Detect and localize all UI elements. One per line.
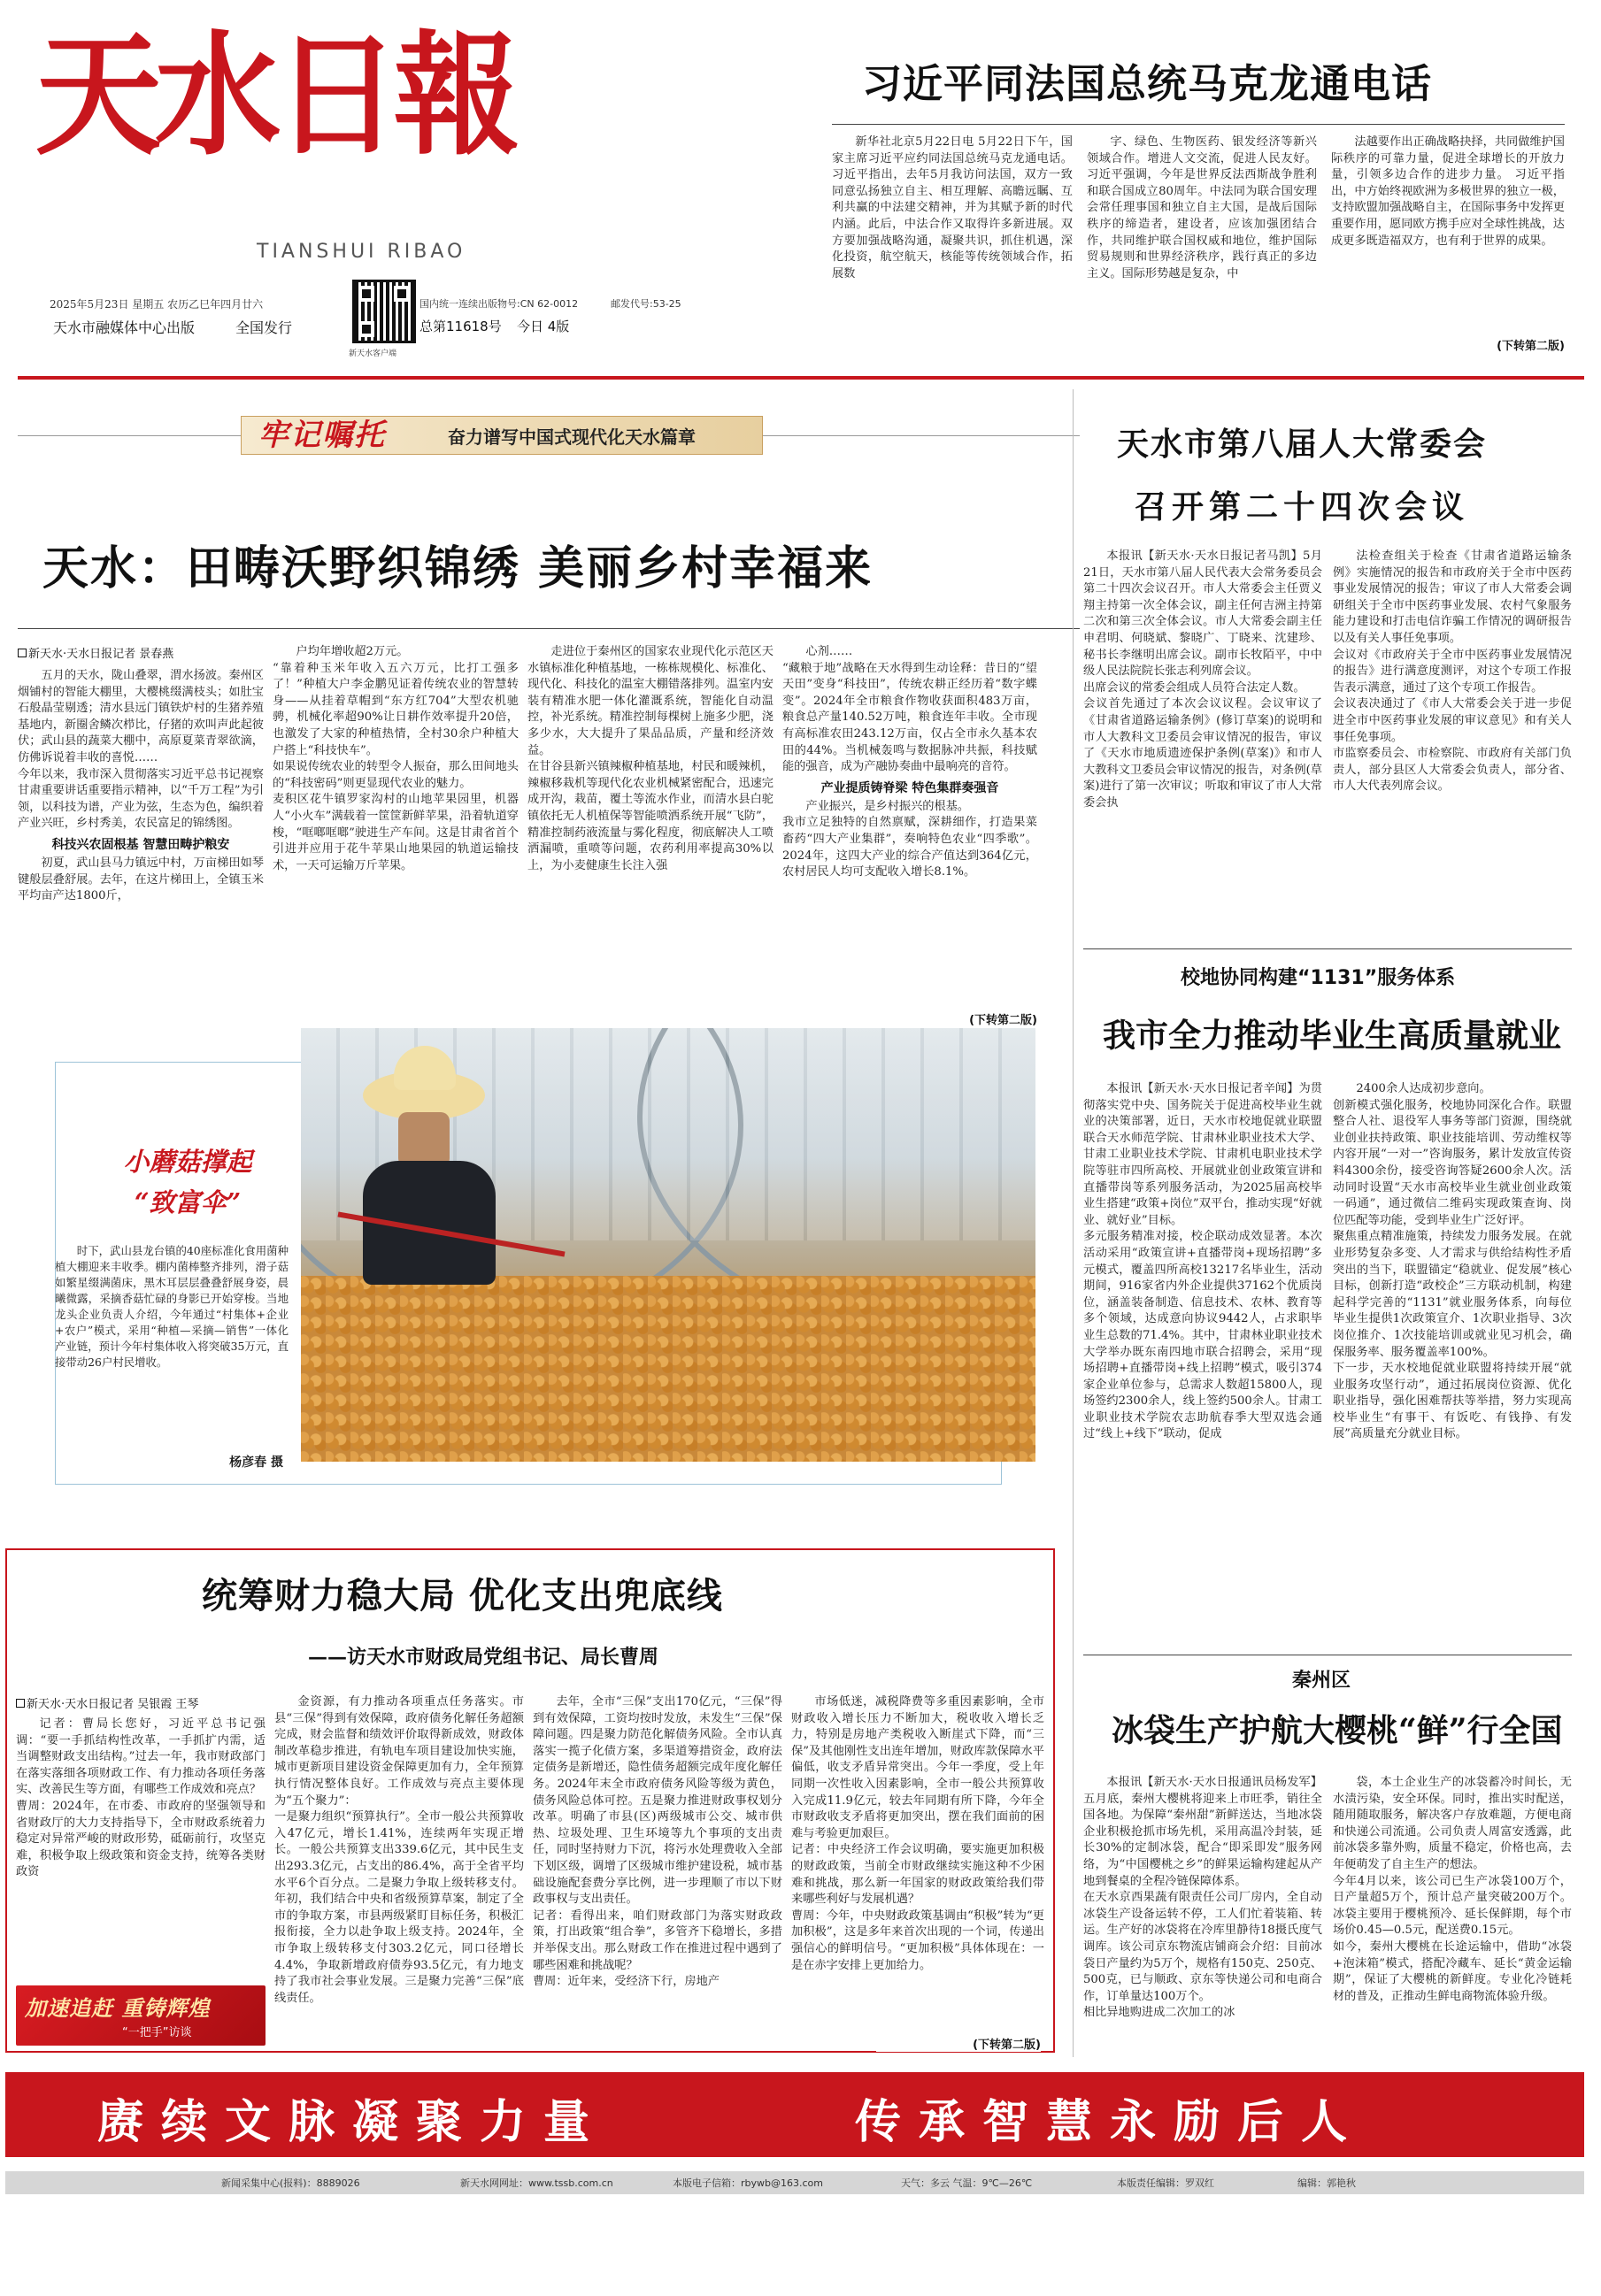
- masthead-publisher: 天水市融媒体中心出版: [53, 319, 196, 336]
- lead-col-2: 字、绿色、生物医药、银发经济等新兴领域合作。增进人文交流，促进人民友好。 习近平强调，今年是世界反法西斯战争胜利和联合国成立80周年。中法同为联合国安理会常任理事国和独立自主大国，是战后国际秩序的缔造者，建设者，应该加强团结合作，共同维护联合国权威和地位，维护国际贸易规则和世界经济秩序，践行真正的多边主义。国际形势越是复杂，中: [1087, 135, 1317, 280]
- finance-subhead: ——访天水市财政局党组书记、局长曹周: [308, 1646, 659, 1669]
- photo-story-text: 时下，武山县龙台镇的40座标准化食用菌种植大棚迎来丰收季。棚内菌棒整齐排列，滑子菇如繁星缀满菌床，黑木耳层层叠叠舒展身姿，晨曦微露，采摘香菇忙碌的身影已开始穿梭。当地龙头企业负责人介绍，今年通过“村集体+企业+农户”模式，采用“种植—采摘—销售”一体化产业链，预计今年村集体收入将突破35万元，直接带动26户村民增收。: [55, 1244, 289, 1369]
- qr-caption: 新天水客户端: [349, 349, 397, 358]
- npc-headline-1: 天水市第八届人大常委会: [1117, 426, 1488, 463]
- footer-site: 新天水网网址：www.tssb.com.cn: [460, 2177, 613, 2189]
- motto-right: 传承智慧永励后人: [855, 2096, 1366, 2149]
- feature-col-1b: 初夏，武山县马力镇远中村，万亩梯田如琴键般层叠舒展。去年，在这片梯田上，全镇玉米平均亩产达1800斤，: [18, 856, 264, 903]
- lead-continued: (下转第二版): [1497, 340, 1565, 353]
- footer-hotline: 新闻采集中心(报料)：8889026: [221, 2177, 360, 2189]
- employment-col-2: 2400余人达成初步意向。 创新模式强化服务，校地协同深化合作。联盟整合人社、退役军人事务等部门资源，围绕就业创业扶持政策、职业技能培训、劳动维权等内容开展“一对一”咨询服务，累计发放宣传资料4300余份，接受咨询答疑2600余人次。活动同时设置“天水市高校毕业生就业创业政策一码通”，通过微信二维码实现政策查询、岗位匹配等功能，受到毕业生广泛好评。 聚焦重点精准施策，持续发力服务发展。在就业形势复杂多变、人才需求与供给结构性矛盾突出的当下，联盟锚定“稳就业、促发展”核心目标，创新打造“政校企”三方联动机制，构建起科学完善的“1131”就业服务体系，向每位毕业生提供1次政策宣介、1次职业指导、3次岗位推介、1次技能培训或就业见习机会，确保服务率、服务覆盖率100%。 下一步，天水校地促就业联盟将持续开展“就业服务攻坚行动”，通过拓展岗位资源、优化职业指导，强化困难帮扶等举措，努力实现高校毕业生“有事干、有饭吃、有钱挣、有发展”高质量充分就业目标。: [1333, 1082, 1572, 1441]
- feature-col-4: 心剂…… “藏粮于地”战略在天水得到生动诠释：昔日的“望天田”变身“科技田”，传统农耕正经历着“数字蝶变”。2024年全市粮食作物收获面积483万亩，粮食总产量140.52万吨，粮食连年丰收。全市现有高标准农田243.12万亩，仅占全市永久基本农田的44%。当机械轰鸣与数据脉冲共振，科技赋能的强音，成为产融协奏曲中最响亮的音符。: [782, 645, 1037, 774]
- feature-col-2: 户均年增收超2万元。 “靠着种玉米年收入五六万元，比打工强多了！”种植大户李金鹏见证着传统农业的智慧转身——从挂着草帽到“东方红704”大型农机驰骋，机械化率超90%让日耕作效率提升20倍，也激发了大家的种植热情，全村30余户种植大户搭上“科技快车”。 如果说传统农业的转型令人振奋，那么田间地头的“科技密码”则更显现代农业的魅力。 麦积区花牛镇罗家沟村的山地苹果园里，机器人“小火车”满载着一筐筐新鲜苹果，沿着轨道穿梭，“哐啷哐啷”驶进生产车间。这是甘肃省首个引进并应用于花牛苹果山地果园的轨道运输技术，一天可运输万斤苹果。: [273, 645, 519, 872]
- photo-story-title: 小蘑菇撑起 “致富伞”: [123, 1147, 252, 1217]
- employment-headline: 我市全力推动毕业生高质量就业: [1103, 1016, 1561, 1055]
- banner-slogan: 奋力谱写中国式现代化天水篇章: [448, 426, 696, 448]
- cherry-col-1: 本报讯【新天水·天水日报通讯员杨发军】五月底，秦州大樱桃将迎来上市旺季，销往全国各地。为保障“秦州甜”新鲜送达，当地冰袋企业积极抢抓市场先机，采用高温冷封装，延长30%的定制冰袋，配合“即采即发”服务网络，为“中国樱桃之乡”的鲜果运输构建起从产地到餐桌的全程冷链保障体系。 在天水京西果蔬有限责任公司厂房内，全自动冰袋生产设备运转不停，工人们忙着装箱、转运。生产好的冰袋将在冷库里静待18摄氏度气调库。该公司京东物流店铺商会介绍：目前冰袋日产量约为5万个，规格有150克、250克、500克，已与顺政、京东等快递公司和电商合作，订单量达100万个。 相比异地购进成二次加工的冰: [1083, 1776, 1322, 2020]
- finance-promo-title: 加速追赶 重铸辉煌: [25, 1995, 211, 2021]
- masthead-postal: 邮发代号:53-25: [611, 298, 681, 310]
- masthead-pages: 今日 4版: [517, 319, 570, 334]
- qr-code-icon: [352, 280, 416, 343]
- finance-headline: 统筹财力稳大局 优化支出兜底线: [202, 1576, 723, 1616]
- finance-col-4: 市场低迷，减税降费等多重因素影响，全市财政收入增长压力不断加大，税收收入增长乏力，特别是房地产类税收入断崖式下降，而“三保”及其他刚性支出连年增加，财政库款保障水平偏低，收支矛盾异常突出。今年一季度，受上年同期一次性收入因素影响，全市一般公共预算收入完成11.9亿元，较去年同期有所下降，今年全市财政收支矛盾将更加突出，摆在我们面前的困难与考验更加艰巨。 记者：中央经济工作会议明确，要实施更加积极的财政政策，当前全市财政继续实施这种不少困难和挑战，那么新一年国家的财政政策给我们带来哪些利好与发展机遇？ 曹周：今年，中央财政政策基调由“积极”转为“更加积极”，这是多年来首次出现的一个词，传递出强信心的鲜明信号。“更加积极”具体体现在：一是在赤字安排上更加给力。: [791, 1695, 1044, 1972]
- feature-subhead-1: 科技兴农固根基 智慧田畴护粮安: [51, 837, 230, 852]
- footer-weather: 天气：多云 气温：9℃—26℃: [901, 2177, 1033, 2189]
- employment-col-1: 本报讯【新天水·天水日报记者辛闻】为贯彻落实党中央、国务院关于促进高校毕业生就业的决策部署，近日，天水市校地促就业联盟联合天水师范学院、甘肃林业职业技术大学、甘肃工业职业技术学院、甘肃机电职业技术学院等驻市四所高校、开展就业创业政策宣讲和直播带岗等系列服务活动，为2025届高校毕业生搭建“政策+岗位”双平台，推动实现“好就业、就好业”目标。 多元服务精准对接，校企联动成效显著。本次活动采用“政策宣讲+直播带岗+现场招聘”多元模式，覆盖四所高校13217名毕业生，活动期间，916家省内外企业提供37162个优质岗位，涵盖装备制造、信息技术、农林、教育等多个领域，达成意向协议9442人，占求职毕业生总数的71.4%。其中，甘肃林业职业技术大学举办既东南四地市联合招聘会，采用“现场招聘+直播带岗+线上招聘”模式，吸引374家企业单位参与，总需求人数超15800人，现场签约2300余人，线上签约500余人。甘肃工业职业技术学院农志助航春季大型双选会通过“线上+线下”联动，促成: [1083, 1082, 1322, 1441]
- lead-col-1: 新华社北京5月22日电 5月22日下午，国家主席习近平应约同法国总统马克龙通电话。 习近平指出，去年5月我访问法国，双方一致同意弘扬独立自主、相互理解、高瞻远瞩、互利共赢的中法建交精神，并为其赋予新的时代内涵。此后，中法合作又取得许多新进展。双方要加强战略沟通，凝聚共识，抓住机遇，深化投资，航空航天，核能等传统领域合作，拓展数: [832, 135, 1073, 280]
- finance-byline: 新天水·天水日报记者 吴银霞 王琴: [27, 1698, 199, 1711]
- finance-continued: (下转第二版): [876, 2035, 1041, 2052]
- masthead-issue: 总第11618号: [419, 319, 502, 334]
- mushroom-photo: [301, 1028, 1035, 1462]
- feature-continued: (下转第二版): [850, 1010, 1037, 1027]
- footer-email: 本版电子信箱：rbywb@163.com: [673, 2177, 823, 2189]
- finance-col-3: 去年，全市“三保”支出170亿元，“三保”得到有效保障，工资均按时发放，未发生“三保”保障问题。四是聚力防范化解债务风险。全市认真落实一揽子化债方案，多渠道筹措资金，政府法定债务是新增还，隐性债务超额完成年度化解任务。2024年末全市政府债务风险等级为黄色，债务风险总体可控。五是聚力推进财政事权划分改革。明确了市县(区)两级城市公交、城市供热、垃圾处理、卫生环境等九个事项的支出责任，同时坚持财力下沉，将污水处理费收入全部下划区级，调增了区级城市维护建设税，城市基础设施配套费分享比例，进一步理顺了市以下财政事权与支出责任。 记者：看得出来，咱们财政部门为落实财政政策，打出政策“组合拳”，多管齐下稳增长，多措并举保支出。那么财政工作在推进过程中遇到了哪些困难和挑战呢？ 曹周：近年来，受经济下行，房地产: [533, 1695, 782, 1989]
- feature-byline: 新天水·天水日报记者 景春燕: [28, 648, 174, 661]
- lead-col-3: 法越要作出正确战略抉择，共同做维护国际秩序的可靠力量，促进全球增长的开放力量，引领多边合作的进步力量。 习近平指出，中方始终视欧洲为多极世界的独立一极，支持欧盟加强战略自主，在国际事务中发挥更重要作用，愿同欧方携手应对全球性挑战，达成更多既造福双方，也有利于世界的成果。: [1331, 135, 1565, 248]
- feature-col-1: 五月的天水，陇山叠翠，渭水扬波。秦州区烟铺村的智能大棚里，大樱桃缀满枝头；如肚宝石般晶莹剔透；清水县远门镇铁炉村的生猪养殖基地内，新圈舍鳞次栉比，仔猪的欢叫声此起彼伏；武山县的蔬菜大棚中，高原夏菜青翠欲滴，仿佛诉说着丰收的喜悦…… 今年以来，我市深入贯彻落实习近平总书记视察甘肃重要讲话重要指示精神，以“千万工程”为引领，以科技为谱，产业为弦，生态为色，编织着产业兴旺，乡村秀美，农民富足的锦绣图。: [18, 669, 264, 831]
- finance-col-2: 金资源，有力推动各项重点任务落实。市县“三保”得到有效保障，政府债务化解任务超额完成，财会监督和绩效评价取得新成效，财政体制改革稳步推进，有轨电车项目建设加快实施，城市更新项目建设资金保障更加有力，全年预算执行情况整体良好。工作成效与亮点主要体现为“五个聚力”： 一是聚力组织“预算执行”。全市一般公共预算收入47亿元，增长1.41%，连续两年实现正增长。一般公共预算支出339.6亿元，其中民生支出293.3亿元，占支出的86.4%，高于全省平均水平6个百分点。二是聚力争取上级转移支付。年初，我们结合中央和省级预算草案，制定了全市的争取方案，市县两级紧盯目标任务，积极汇报衔接，全力以赴争取上级支持。2024年，全市争取上级转移支付303.2亿元，同口径增长4.4%，争取新增政府债券93.5亿元，有力地支持了我市社会事业发展。三是聚力完善“三保”底线责任。: [274, 1695, 524, 2005]
- npc-col-2: 法检查组关于检查《甘肃省道路运输条例》实施情况的报告和市政府关于全市中医药事业发展情况的报告；审议了市人大常委会调研组关于全市中医药事业发展、农村气象服务能力建设和打击电信诈骗工作情况的调研报告以及有关人事任免事项。 会议对《市政府关于全市中医药事业发展情况的报告》进行满意度测评，对这个专项工作报告表示满意，通过了这个专项工作报告。 会议表决通过了《市人大常委会关于进一步促进全市中医药事业发展的审议意见》和有关人事任免事项。 市监察委员会、市检察院、市政府有关部门负责人，部分县区人大常委会负责人，部分省、市人大代表列席会议。: [1333, 549, 1572, 794]
- npc-col-1: 本报讯【新天水·天水日报记者马凯】5月21日，天水市第八届人民代表大会常务委员会第二十四次会议召开。市人大常委会主任贾义翔主持第一次全体会议，副主任何吉洲主持第二次和第三次全体会议。市人大常委会副主任申君明、何晓斌、黎晓广、丁晓来、沈建珍、秘书长李继明出席会议。副市长牧陌平，中中级人民法院院长张志利列席会议。 出席会议的常委会组成人员符合法定人数。 会议首先通过了本次会议议程。会议审议了《甘肃省道路运输条例》(修订草案)的说明和市人大教科文卫委员会审议情况的报告，审议了《天水市地质遗迹保护条例(草案)》和市人大教科文卫委员会审议情况的报告，对条例(草案)进行了第一次审议；听取和审议了市人大常委会执: [1083, 549, 1322, 810]
- photo-story-credit: 杨彦春 摄: [229, 1455, 283, 1470]
- finance-promo-sub: “一把手”访谈: [122, 2026, 192, 2039]
- masthead-pinyin: TIANSHUI RIBAO: [257, 241, 466, 263]
- motto-left: 赓续文脉凝聚力量: [97, 2096, 608, 2149]
- cherry-kicker: 秦州区: [1292, 1670, 1351, 1692]
- masthead-cn: 国内统一连续出版物号:CN 62-0012: [419, 298, 579, 310]
- cherry-headline: 冰袋生产护航大樱桃“鲜”行全国: [1112, 1712, 1563, 1749]
- employment-kicker: 校地协同构建“1131”服务体系: [1181, 967, 1456, 989]
- feature-col-3: 走进位于秦州区的国家农业现代化示范区天水镇标准化种植基地，一栋栋规模化、标准化、现代化、科技化的温室大棚错落排列。温室内安装有精准水肥一体化灌溉系统，智能化自动温控，补光系统。精准控制每棵树上施多少肥，浇多少水，大大提升了果品品质，产量和经济效益。 在甘谷县新兴镇辣椒种植基地，村民和暖辣机，辣椒移栽机等现代化农业机械紧密配合，迅速完成开沟，栽苗，覆土等流水作业，而清水县白驼镇依托无人机植保等智能喷洒系统开展“飞防”，精准控制药液流量与雾化程度，彻底解决人工喷洒漏喷，重喷等问题，农药利用率提高30%以上，为小麦健康生长注入强: [527, 645, 774, 872]
- masthead-date: 2025年5月23日 星期五 农历乙巳年四月廿六: [50, 298, 264, 311]
- npc-headline-2: 召开第二十四次会议: [1135, 488, 1470, 526]
- feature-subhead-2: 产业提质铸脊梁 特色集群奏强音: [820, 780, 999, 795]
- finance-col-1: 记者：曹局长您好，习近平总书记强调：“要一手抓结构性改革，一手抓扩内需，适当调整财政支出结构。”过去一年，我市财政部门在落实落细各项财政工作、有力推动各项任务落实、改善民生等方面，有哪些工作成效和亮点？ 曹周：2024年，在市委、市政府的坚强领导和省财政厅的大力支持指导下，全市财政系统着力稳定对异常严峻的财政形势，砥砺前行，攻坚克难，积极争取上级政策和资金支持，统筹各类财政资: [16, 1717, 266, 1879]
- masthead-distribution: 全国发行: [235, 319, 293, 336]
- finance-promo-box: [16, 1985, 266, 2046]
- footer-designer: 编辑：郭艳秋: [1297, 2177, 1356, 2189]
- feature-col-4b: 产业振兴，是乡村振兴的根基。 我市立足独特的自然禀赋，深耕细作，打造果菜畜药“四大产业集群”，奏响特色农业“四季歌”。2024年，这四大产业的综合产值达到364亿元，农村居民人均可支配收入增长8.1%。: [782, 799, 1037, 879]
- feature-headline: 天水：田畴沃野织锦绣 美丽乡村幸福来: [42, 542, 874, 595]
- masthead-title: 天水日報: [35, 18, 513, 173]
- square-bullet-icon: [16, 1699, 25, 1708]
- banner-tag: 牢记嘱托: [258, 418, 386, 453]
- cherry-col-2: 袋，本土企业生产的冰袋蓄冷时间长，无水渍污染，安全环保。同时，推出实时配送，随用随取服务，解决客户存放难题，方便电商和快递公司流通。公司负责人周富安透露，此前冰袋多靠外购，质量不稳定，价格也高，去年便萌发了自主生产的想法。 今年4月以来，该公司已生产冰袋100万个，日产量超5万个，预计总产量突破200万个。冰袋主要用于樱桃预冷、延长保鲜期，每个市场价0.45—0.5元，配送费0.15元。 如今，秦州大樱桃在长途运输中，借助“冰袋+泡沫箱”模式，搭配冷藏车、延长“黄金运输期”，保证了大樱桃的新鲜度。专业化冷链耗材的普及，正推动生鲜电商物流体验升级。: [1333, 1776, 1572, 2003]
- masthead-rule: [18, 376, 1584, 380]
- footer-editor: 本版责任编辑：罗双红: [1117, 2177, 1214, 2189]
- square-bullet-icon: [18, 649, 27, 657]
- lead-headline: 习近平同法国总统马克龙通电话: [862, 60, 1433, 107]
